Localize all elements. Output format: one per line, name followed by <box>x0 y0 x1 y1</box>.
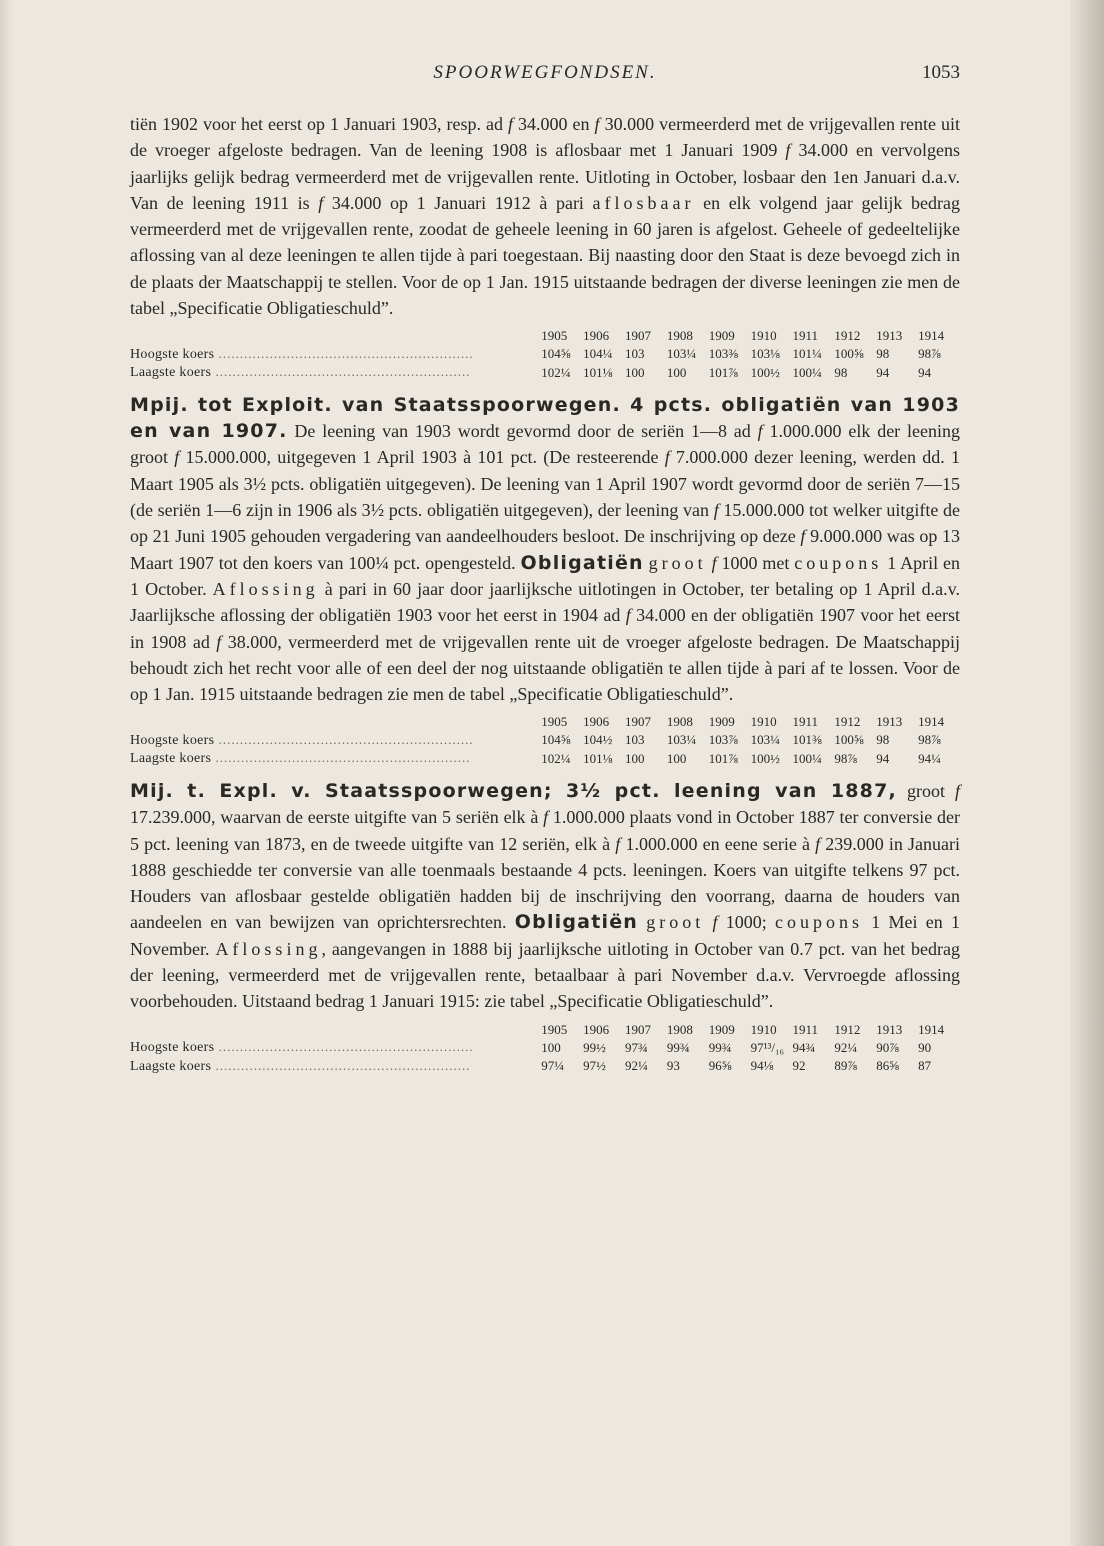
row-label <box>130 749 541 768</box>
quote-value: 98⅞ <box>834 750 858 766</box>
quote-value: 89⅞ <box>834 1058 858 1074</box>
florin-sign: f <box>318 192 324 213</box>
year-cell: 1909 <box>708 714 735 730</box>
year-cell: 1909 <box>708 328 735 344</box>
quotes-table <box>130 327 960 382</box>
florin-sign: f <box>216 631 222 652</box>
quote-value: 99½ <box>583 1039 606 1055</box>
text-run: 34.000 en vervolgens jaarlijks gelijk bedrag vermeerderd met de vrijgevallen rente. Uitloting in October, losbaar den 1en Januari d.a.v. Van de leening 1911 is <box>130 140 961 213</box>
year-cell: 1911 <box>792 328 818 344</box>
quote-value: 103⅜ <box>708 346 738 362</box>
quote-value: 103¼ <box>750 732 780 748</box>
quote-value: 104⅝ <box>541 346 571 362</box>
quote-value: 92¼ <box>624 1058 648 1074</box>
leader-dots: ............................................................ <box>211 1057 471 1073</box>
quote-value: 100 <box>666 364 687 380</box>
quote-value: 101⅞ <box>708 364 738 380</box>
text-run: 1.000.000 plaats vond in October 1887 ter conversie der 5 pct. leening van 1873, en de tweede uitgifte van 12 seriën, elk à <box>130 807 960 854</box>
florin-sign: f <box>508 114 514 134</box>
row-label-text: Laagste koers <box>130 1058 212 1074</box>
paragraph <box>130 778 960 1015</box>
row-label <box>130 1038 541 1057</box>
quote-value: 100¼ <box>792 364 822 380</box>
spaced-emphasis: coupons <box>775 912 864 933</box>
text-run: 34.000 en <box>513 114 595 134</box>
section-heading: Obligatiën <box>520 551 644 574</box>
text-run: en elk volgend jaar gelijk bedrag vermeerderd met de vrijgevallen rente, zoodat de geheele leening in 60 jaren is afgelost. Geheele of gedeeltelijke aflossing van al deze leeningen te allen tijde à pari toegestaan. Bij naasting door den Staat is deze bevoegd zich in de plaats der Maatschappij te stellen. Voor de op 1 Jan. 1915 uitstaande bedragen der diverse leeningen zie men de tabel „Specificatie Obligatieschuld”. <box>130 192 961 319</box>
page-edge-shadow <box>1070 0 1104 1546</box>
page-header <box>130 62 960 92</box>
florin-sign: f <box>594 114 600 134</box>
quote-value: 98⅞ <box>918 346 941 362</box>
quote-row <box>130 363 960 382</box>
year-cell: 1913 <box>876 328 903 344</box>
quote-value: 103¼ <box>666 732 697 748</box>
florin-sign: f <box>711 552 717 573</box>
page-gutter-shadow <box>0 0 14 1546</box>
section-heading: Mpij. tot Exploit. van Staatsspoorwegen. 4 pcts. obligatiën van 1903 en van 1907. <box>130 393 960 443</box>
quote-value: 99¾ <box>708 1039 732 1055</box>
florin-sign: f <box>757 421 763 442</box>
quote-value: 94 <box>876 364 890 380</box>
text-run: 38.000, vermeerderd met de vrijgevallen rente uit de vroeger afgeloste bedragen. De Maatschappij behoudt zich het recht voor alle of een deel der nog uitstaande obligatiën te allen tijde à pari af te lossen. Voor de op 1 Jan. 1915 uitstaande bedragen zie men de tabel „Specificatie Obligatieschuld”. <box>130 631 960 705</box>
row-label <box>130 363 541 382</box>
leader-dots: ............................................................ <box>211 750 471 766</box>
quote-value: 97¼ <box>541 1058 564 1074</box>
year-cell: 1908 <box>666 714 693 730</box>
year-row <box>130 1021 960 1039</box>
year-cell: 1908 <box>666 328 693 344</box>
quote-value: 100¼ <box>792 750 822 766</box>
corner-cell <box>130 713 541 731</box>
quote-value: 100 <box>666 750 687 766</box>
year-cell: 1912 <box>834 1021 861 1037</box>
quote-value: 94⅛ <box>750 1058 774 1074</box>
quote-value: 92¼ <box>834 1039 858 1055</box>
quote-value: 103⅛ <box>750 346 780 362</box>
quote-value: 101⅛ <box>583 750 613 766</box>
quote-value: 97¹³/₁₆ <box>750 1039 785 1055</box>
text-run: 1.000.000 elk der leening groot <box>130 421 960 468</box>
quote-value: 100⅝ <box>834 346 864 362</box>
quote-value: 101⅜ <box>792 732 822 748</box>
year-cell: 1910 <box>750 1021 777 1037</box>
year-cell: 1912 <box>834 714 861 730</box>
quote-value: 101¼ <box>792 346 822 362</box>
quote-value: 104⅝ <box>541 732 571 748</box>
year-cell: 1913 <box>876 714 903 730</box>
quotes-table <box>130 1021 960 1076</box>
quote-value: 104½ <box>583 732 613 748</box>
year-cell: 1906 <box>583 1021 610 1037</box>
leader-dots: ............................................................ <box>211 364 471 380</box>
florin-sign: f <box>713 500 719 521</box>
quote-value: 100½ <box>750 750 780 766</box>
year-cell: 1908 <box>666 1021 693 1037</box>
text-run: 1000; <box>717 912 776 933</box>
quote-value: 94 <box>876 750 890 766</box>
quote-value: 103⅞ <box>708 732 738 748</box>
quote-value: 90 <box>918 1039 932 1055</box>
quote-row <box>130 749 960 768</box>
quote-value: 97¾ <box>624 1039 648 1055</box>
row-label-text: Hoogste koers <box>130 732 215 748</box>
row-label-text: Laagste koers <box>130 751 212 767</box>
spaced-emphasis: groot <box>648 552 707 573</box>
text-run: 15.000.000 tot welker uitgifte de op 21 Juni 1905 gehouden vergadering van aandeelhouders besloot. De inschrijving op deze <box>130 500 961 547</box>
paragraph <box>130 111 960 321</box>
quote-value: 98 <box>834 364 848 380</box>
quote-value: 94 <box>918 364 932 380</box>
florin-sign: f <box>954 780 960 801</box>
florin-sign: f <box>815 833 821 854</box>
text-run: 17.239.000, waarvan de eerste uitgifte van 5 seriën elk à <box>130 807 544 828</box>
text-run: groot <box>896 780 955 801</box>
text-run: tiën 1902 voor het eerst op 1 Januari 1903, resp. ad <box>130 114 509 134</box>
section-heading: Mij. t. Expl. v. Staatsspoorwegen; 3½ pct. leening van 1887, <box>130 779 897 802</box>
page-content <box>130 111 960 1085</box>
quote-value: 100 <box>624 364 645 380</box>
quote-value: 103¼ <box>666 346 697 362</box>
year-cell: 1911 <box>792 1021 818 1037</box>
spaced-emphasis: coupons <box>794 552 883 573</box>
florin-sign: f <box>625 605 631 626</box>
text-run: 9.000.000 was op 13 Maart 1907 tot den koers van 100¼ pct. opengesteld. <box>130 526 960 573</box>
leader-dots: ............................................................ <box>214 1039 474 1055</box>
quote-value: 94¼ <box>918 750 941 766</box>
florin-sign: f <box>615 833 621 854</box>
year-cell: 1907 <box>624 714 651 730</box>
year-cell: 1914 <box>918 1021 945 1037</box>
quote-value: 96⅝ <box>708 1058 732 1074</box>
text-run: 1.000.000 en eene serie à <box>620 833 816 854</box>
year-cell: 1912 <box>834 328 861 344</box>
year-cell: 1910 <box>750 328 777 344</box>
spaced-emphasis: Aflossing <box>215 938 322 959</box>
quote-value: 103 <box>624 732 645 748</box>
row-label <box>130 1057 541 1076</box>
row-label-text: Hoogste koers <box>130 1040 215 1056</box>
year-cell: 1905 <box>541 328 568 344</box>
year-cell: 1913 <box>876 1021 903 1037</box>
text-run: , aangevangen in 1888 bij jaarlijksche uitloting in October van 0.7 pct. van het bedrag der leening, vermeerderd met de vrijgevallen rente, betaalbaar à pari November d.a.v. Vervroegde aflossing voorbehouden. Uitstaand bedrag 1 Januari 1915: zie tabel „Specificatie Obligatieschuld”. <box>130 938 960 1012</box>
running-head: SPOORWEGFONDSEN. <box>433 62 657 83</box>
year-row <box>130 327 960 345</box>
quote-value: 90⅞ <box>876 1039 899 1055</box>
quote-value: 100 <box>624 750 645 766</box>
row-label-text: Laagste koers <box>130 365 212 381</box>
text-run: 7.000.000 dezer leening, werden dd. 1 Maart 1905 als 3½ pcts. obligatiën uitgegeven). De leening van 1 April 1907 wordt gevormd door de seriën 7—15 (de seriën 1—6 zijn in 1906 als 3½ pcts. obligatiën uitgegeven), der leening van <box>130 447 961 521</box>
page-number: 1053 <box>922 62 960 83</box>
text-run: De leening van 1903 wordt gevormd door de seriën 1—8 ad <box>287 421 758 442</box>
quote-value: 101⅛ <box>583 364 613 380</box>
year-cell: 1910 <box>750 714 777 730</box>
quote-value: 98⅞ <box>918 732 941 748</box>
quote-value: 94¾ <box>792 1039 816 1055</box>
year-cell: 1914 <box>918 714 945 730</box>
year-cell: 1905 <box>541 1021 568 1037</box>
year-cell: 1907 <box>624 328 651 344</box>
text-run: 1 April en 1 October. <box>130 552 960 599</box>
row-label-text: Hoogste koers <box>130 346 215 362</box>
row-label <box>130 345 541 364</box>
year-cell: 1905 <box>541 714 568 730</box>
florin-sign: f <box>664 447 670 468</box>
year-cell: 1911 <box>792 714 818 730</box>
quote-value: 92 <box>792 1058 806 1074</box>
quote-row <box>130 1057 960 1076</box>
year-cell: 1914 <box>918 328 945 344</box>
year-cell: 1906 <box>583 328 610 344</box>
row-label <box>130 731 541 750</box>
year-cell: 1909 <box>708 1021 735 1037</box>
year-cell: 1906 <box>583 714 610 730</box>
year-row <box>130 713 960 731</box>
spaced-emphasis: groot <box>646 912 705 933</box>
section-heading: Obligatiën <box>514 911 639 934</box>
quote-value: 98 <box>876 346 890 362</box>
florin-sign: f <box>174 447 180 468</box>
quote-value: 100½ <box>750 364 780 380</box>
corner-cell <box>130 327 541 345</box>
corner-cell <box>130 1021 541 1039</box>
quote-value: 103 <box>624 346 645 362</box>
year-cell: 1907 <box>624 1021 651 1037</box>
quote-value: 102¼ <box>541 364 571 380</box>
quote-value: 101⅞ <box>708 750 738 766</box>
paragraph <box>130 392 960 708</box>
spaced-emphasis: Aflossing <box>212 578 319 599</box>
quote-value: 99¾ <box>666 1039 690 1055</box>
text-run: 30.000 vermeerderd met de vrijgevallen rente uit de vroeger afgeloste bedragen. Van de leening 1908 is aflosbaar met 1 Januari 1909 <box>130 114 960 161</box>
text-run: 34.000 en der obligatiën 1907 voor het eerst in 1908 ad <box>130 605 960 652</box>
quote-value: 93 <box>666 1058 680 1074</box>
leader-dots: ............................................................ <box>214 731 474 747</box>
text-run: 239.000 in Januari 1888 geschiedde ter conversie van alle toenmaals bestaande 4 pcts. leeningen. Koers van uitgifte telkens 97 pct. Houders van aflosbaar gestelde obligatiën hadden bij de inschrijving den voorrang, daarna de houders van aandeelen en van bewijzen van oprichtersrechten. <box>130 833 960 933</box>
quote-row <box>130 731 960 750</box>
quotes-table <box>130 713 960 768</box>
text-run: 1 Mei en 1 November. <box>130 912 960 959</box>
spaced-emphasis: aflosbaar <box>592 192 695 213</box>
quote-row <box>130 345 960 364</box>
quote-row <box>130 1038 960 1057</box>
text-run: 34.000 op 1 Januari 1912 à pari <box>323 192 593 213</box>
quote-value: 100⅝ <box>834 732 864 748</box>
florin-sign: f <box>712 912 718 933</box>
text-run: 1000 met <box>716 552 795 573</box>
quote-value: 97½ <box>583 1058 606 1074</box>
florin-sign: f <box>543 807 549 828</box>
text-run: 15.000.000, uitgegeven 1 April 1903 à 101 pct. (De resteerende <box>179 447 665 468</box>
florin-sign: f <box>800 526 806 547</box>
quote-value: 86⅝ <box>876 1058 899 1074</box>
quote-value: 104¼ <box>583 346 613 362</box>
quote-value: 98 <box>876 732 890 748</box>
leader-dots: ............................................................ <box>214 345 474 361</box>
quote-value: 100 <box>541 1039 561 1055</box>
quote-value: 87 <box>918 1058 932 1074</box>
florin-sign: f <box>785 140 791 161</box>
quote-value: 102¼ <box>541 750 571 766</box>
text-run <box>704 912 712 932</box>
text-run: à pari in 60 jaar door jaarlijksche uitlotingen in October, ter betaling op 1 April d.a.v. Jaarlijksche aflossing der obligatiën 1903 voor het eerst in 1904 ad <box>130 578 960 626</box>
